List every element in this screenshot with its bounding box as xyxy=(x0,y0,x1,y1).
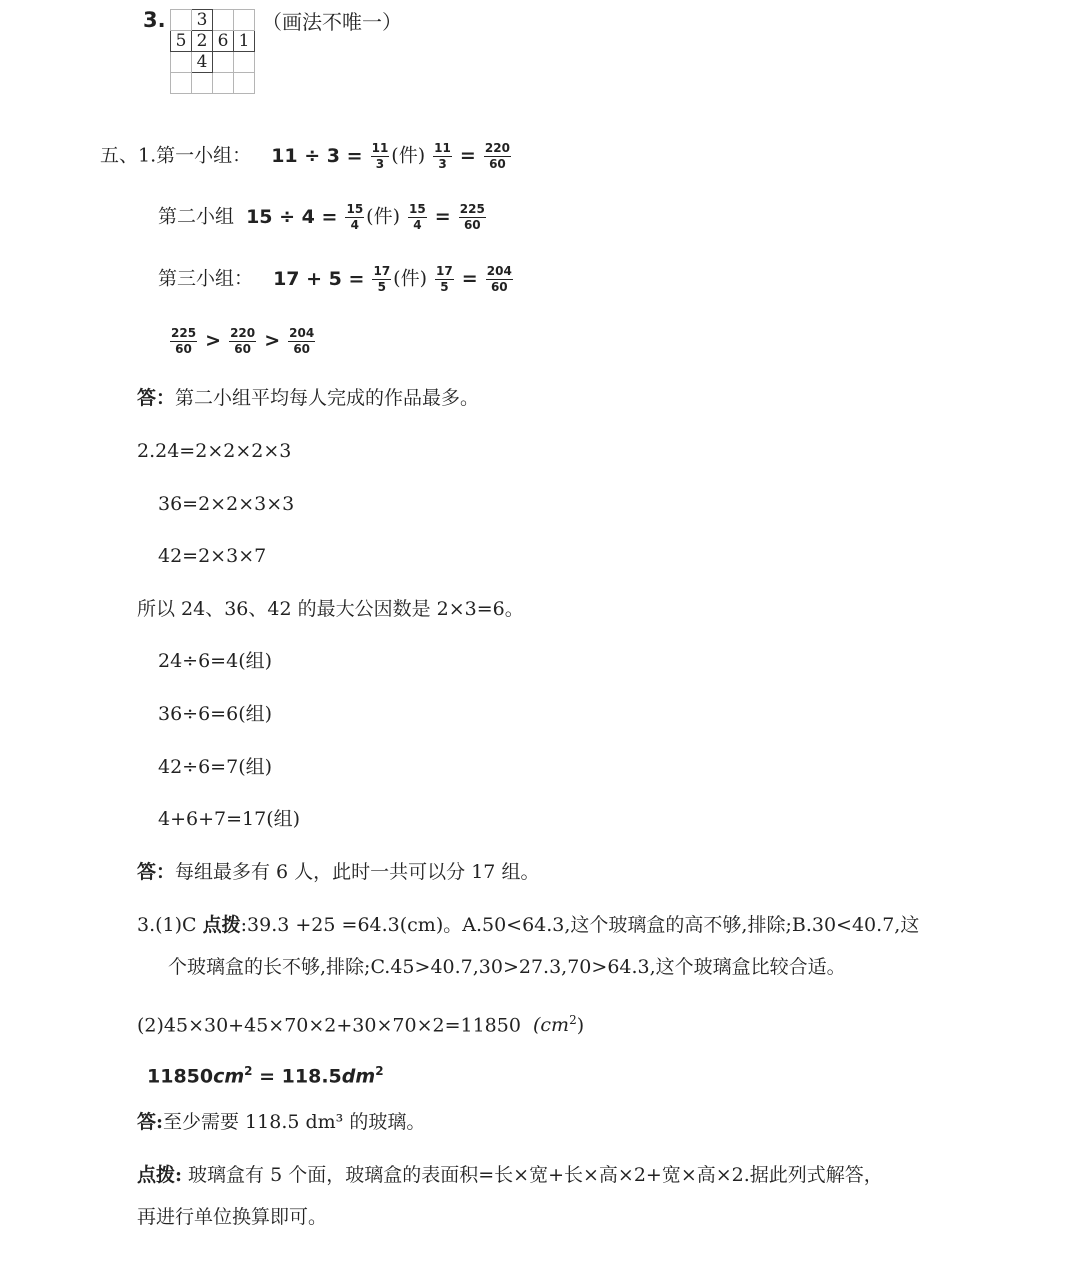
p2-line: 所以 24、36、42 的最大公因数是 2×3=6。 xyxy=(137,598,524,620)
grid-cell xyxy=(192,73,213,94)
hint-label: 点拨 xyxy=(202,914,241,936)
answer-label: 答： xyxy=(137,387,176,409)
grid-cell xyxy=(213,10,234,31)
grid-cell xyxy=(213,73,234,94)
grid-cell xyxy=(171,10,192,31)
tip-line2: 再进行单位换算即可。 xyxy=(137,1206,328,1228)
group1-line xyxy=(100,142,513,171)
fraction: $\frac{204}{60}$ xyxy=(289,326,315,356)
p2-line: 42÷6=7(组) xyxy=(158,756,273,778)
part2-expr: (2)45×30+45×70×2+30×70×2=11850 xyxy=(137,1014,521,1037)
fraction: $\frac{225}{60}$ xyxy=(459,202,485,232)
p2-line: 2.24=2×2×2×3 xyxy=(137,440,292,462)
section-header: 五、1.第一小组： xyxy=(100,144,252,167)
number-grid xyxy=(170,9,255,94)
group3-expr: 17 + 5 = xyxy=(273,267,365,290)
tip-line1 xyxy=(137,1163,883,1187)
p3-part2-line xyxy=(137,1008,584,1037)
equals-sign: = xyxy=(434,205,451,228)
q3-label: 3. xyxy=(143,8,166,32)
grid-cell: 1 xyxy=(234,31,255,52)
conversion-result: = 118.5 xyxy=(252,1065,342,1088)
grid-cell xyxy=(234,52,255,73)
grid-cell xyxy=(171,52,192,73)
unit-exponent: 2 xyxy=(375,1064,384,1078)
unit-exponent: 2 xyxy=(569,1013,577,1027)
group2-label: 第二小组 xyxy=(158,205,235,228)
group2-line xyxy=(158,203,488,232)
hint-text: :39.3 +25 =64.3(cm)。A.50<64.3,这个玻璃盒的高不够,排除;B.30<40.7,这 xyxy=(240,914,920,936)
unit-label: (件) xyxy=(391,144,426,167)
fraction: $\frac{220}{60}$ xyxy=(484,141,510,171)
unit-label: (件) xyxy=(366,205,400,228)
grid-cell xyxy=(234,73,255,94)
greater-sign: > xyxy=(205,329,222,352)
equals-sign: = xyxy=(459,144,476,167)
answer-1 xyxy=(137,386,479,410)
group2-expr: 15 ÷ 4 = xyxy=(246,205,338,228)
fraction: $\frac{17}{5}$ xyxy=(373,264,391,294)
grid-cell xyxy=(234,10,255,31)
group1-expr: 11 ÷ 3 = xyxy=(271,144,363,167)
tip-text: 玻璃盒有 5 个面，玻璃盒的表面积=长×宽+长×高×2+宽×高×2.据此列式解答， xyxy=(182,1164,883,1186)
unit-dm: dm xyxy=(341,1065,376,1088)
p2-line: 4+6+7=17(组) xyxy=(158,808,301,830)
p2-line: 36÷6=6(组) xyxy=(158,703,273,725)
grid-cell: 2 xyxy=(192,31,213,52)
grid-cell: 6 xyxy=(213,31,234,52)
answer-3 xyxy=(137,1110,425,1134)
greater-sign: > xyxy=(264,329,281,352)
fraction: $\frac{11}{3}$ xyxy=(371,141,389,171)
fraction: $\frac{220}{60}$ xyxy=(230,326,256,356)
group3-label: 第三小组： xyxy=(158,267,254,290)
q3-note: （画法不唯一） xyxy=(262,10,402,34)
unit-cm: cm xyxy=(213,1065,245,1088)
conversion-value: 11850 xyxy=(147,1065,214,1088)
unit-open: (cm xyxy=(533,1014,570,1037)
answer-2 xyxy=(137,860,539,884)
tip-label: 点拨: xyxy=(137,1164,183,1186)
p2-line: 36=2×2×3×3 xyxy=(158,493,295,515)
grid-cell: 4 xyxy=(192,52,213,73)
unit-exponent: 2 xyxy=(244,1064,253,1078)
group3-line xyxy=(158,265,515,294)
grid-cell: 3 xyxy=(192,10,213,31)
p2-line: 24÷6=4(组) xyxy=(158,650,273,672)
answer-label: 答: xyxy=(137,1111,164,1133)
unit-close: ) xyxy=(576,1014,585,1037)
fraction: $\frac{225}{60}$ xyxy=(171,326,197,356)
p3-part1-line1 xyxy=(137,913,919,937)
unit-label: (件) xyxy=(393,267,427,290)
answer-text: 每组最多有 6 人，此时一共可以分 17 组。 xyxy=(175,861,540,883)
answer-text: 第二小组平均每人完成的作品最多。 xyxy=(175,387,480,409)
fraction: $\frac{11}{3}$ xyxy=(434,141,451,171)
grid-cell xyxy=(171,73,192,94)
unit-conversion-line xyxy=(147,1059,384,1088)
fraction: $\frac{15}{4}$ xyxy=(409,202,426,232)
part-label: 3.(1)C xyxy=(137,914,203,936)
answer-text: 至少需要 118.5 dm³ 的玻璃。 xyxy=(163,1111,426,1133)
fraction: $\frac{17}{5}$ xyxy=(436,264,453,294)
fraction: $\frac{204}{60}$ xyxy=(486,264,512,294)
p2-line: 42=2×3×7 xyxy=(158,545,267,567)
p3-part1-line2: 个玻璃盒的长不够,排除;C.45>40.7,30>27.3,70>64.3,这个玻璃盒比较合适。 xyxy=(168,956,846,978)
grid-cell: 5 xyxy=(171,31,192,52)
comparison-line xyxy=(168,327,317,356)
grid-cell xyxy=(213,52,234,73)
answer-label: 答： xyxy=(137,861,176,883)
fraction: $\frac{15}{4}$ xyxy=(346,202,364,232)
equals-sign: = xyxy=(461,267,478,290)
